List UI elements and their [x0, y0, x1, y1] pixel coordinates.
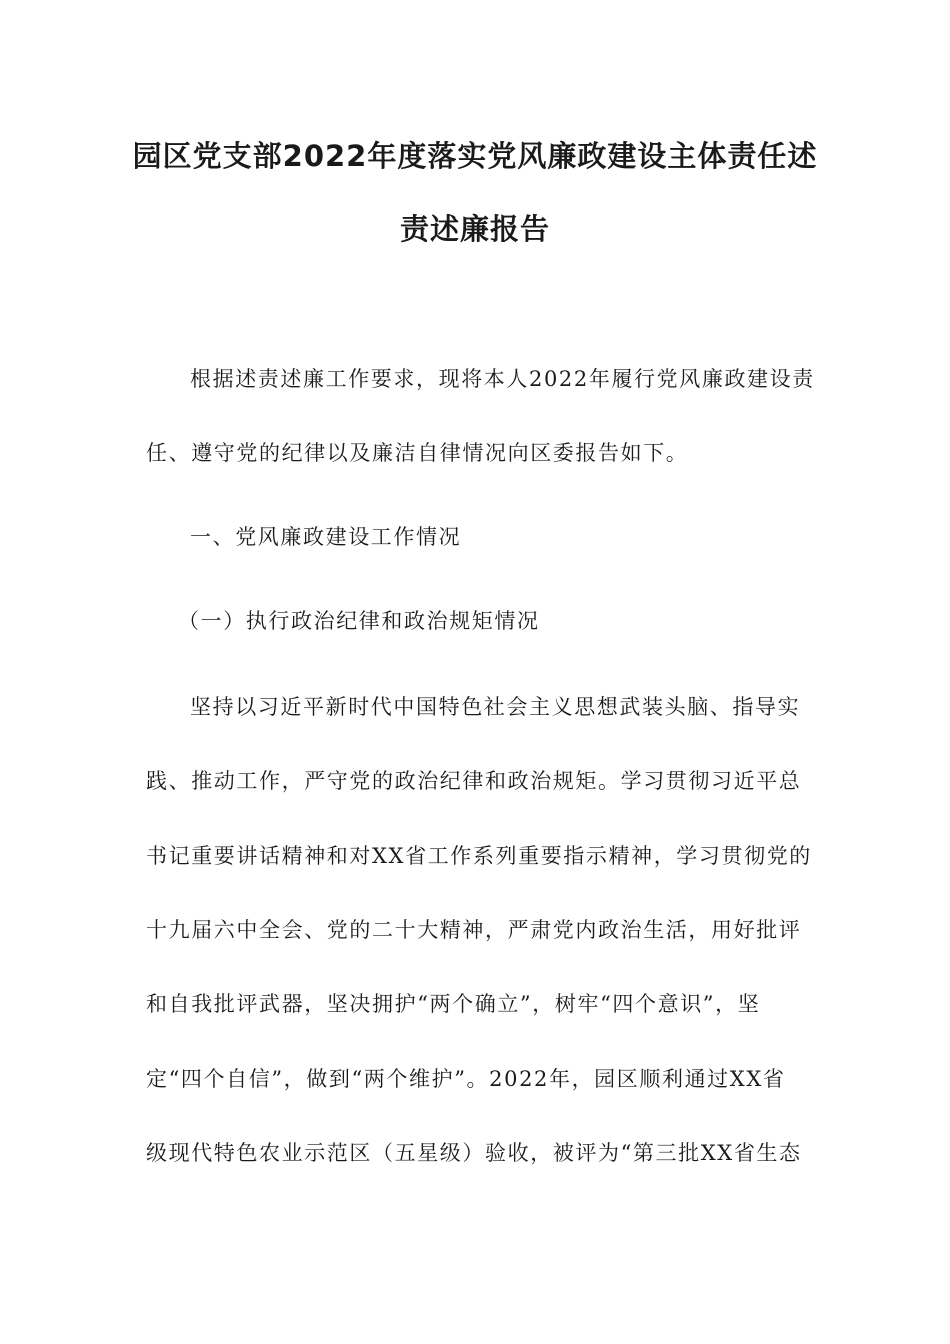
body-paragraph-line: 践、推动工作，严守党的政治纪律和政治规矩。学习贯彻习近平总 — [146, 769, 802, 793]
body-paragraph-line: 坚持以习近平新时代中国特色社会主义思想武装头脑、指导实 — [190, 695, 801, 719]
body-paragraph-line: 根据述责述廉工作要求，现将本人2022年履行党风廉政建设责 — [190, 367, 815, 391]
body-paragraph-line: 定“四个自信”，做到“两个维护”。2022年，园区顺利通过XX省 — [146, 1067, 786, 1091]
subsection-heading: （一）执行政治纪律和政治规矩情况 — [178, 609, 540, 633]
document-title-line-2: 责述廉报告 — [399, 212, 550, 246]
section-heading: 一、党风廉政建设工作情况 — [190, 525, 462, 549]
document-title-line-1: 园区党支部2022年度落实党风廉政建设主体责任述 — [132, 139, 818, 173]
body-paragraph-line: 和自我批评武器，坚决拥护“两个确立”，树牢“四个意识”，坚 — [146, 992, 761, 1016]
body-paragraph-line: 书记重要讲话精神和对XX省工作系列重要指示精神，学习贯彻党的 — [146, 844, 812, 868]
body-paragraph-line: 任、遵守党的纪律以及廉洁自律情况向区委报告如下。 — [146, 441, 689, 465]
body-paragraph-line: 级现代特色农业示范区（五星级）验收，被评为“第三批XX省生态 — [146, 1141, 802, 1165]
body-paragraph-line: 十九届六中全会、党的二十大精神，严肃党内政治生活，用好批评 — [146, 918, 802, 942]
